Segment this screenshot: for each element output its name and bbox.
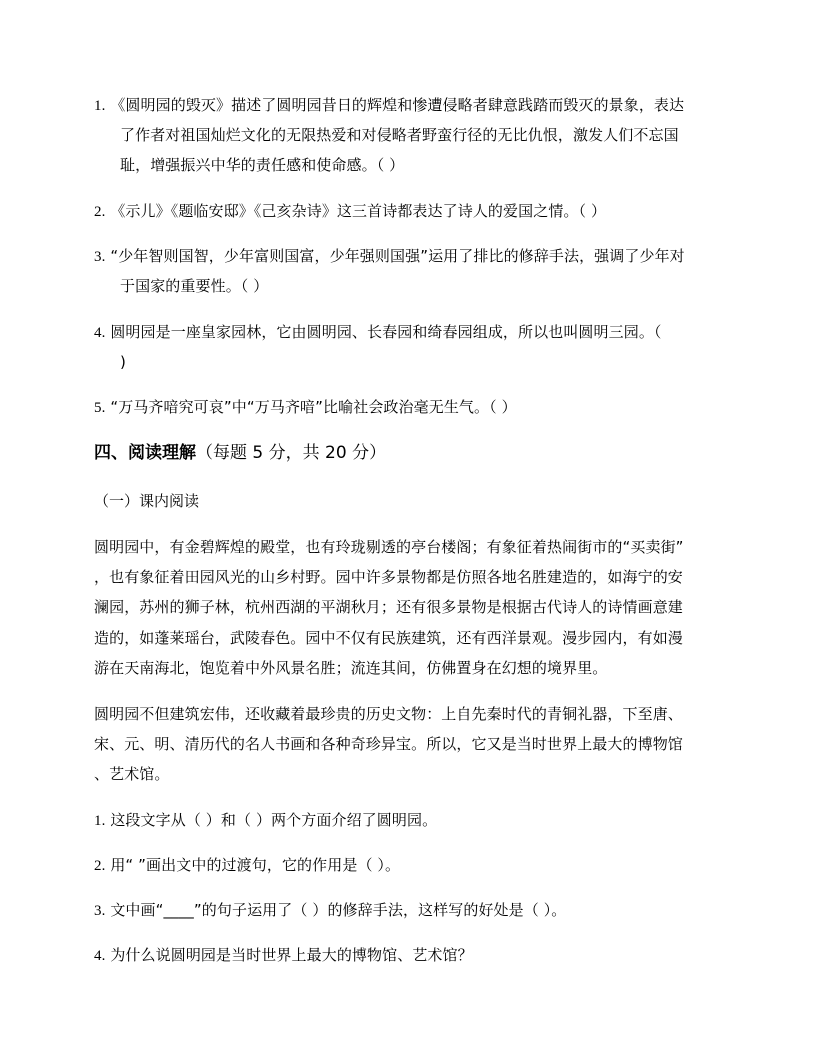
- item-number: 4.: [94, 325, 106, 341]
- question-number: 3.: [94, 903, 106, 919]
- item-text: 《示儿》《题临安邸》《己亥杂诗》这三首诗都表达了诗人的爱国之情。（ ）: [110, 202, 607, 220]
- passage-p2-line-1: 圆明园不但建筑宏伟，还收藏着最珍贵的历史文物：上自先秦时代的青铜礼器，下至唐、: [94, 705, 683, 723]
- question-text: 文中画“____”的句子运用了（ ）的修辞手法，这样写的好处是（ ）。: [110, 901, 567, 919]
- question-1: [94, 810, 437, 831]
- question-2: [94, 855, 400, 876]
- judgement-item-3-line-1: [94, 246, 685, 267]
- item-text: “少年智则国智，少年富则国富，少年强则国强”运用了排比的修辞手法，强调了少年对: [110, 247, 685, 265]
- question-number: 1.: [94, 813, 106, 829]
- judgement-item-3-line-2: 于国家的重要性。（ ）: [120, 277, 269, 295]
- question-number: 4.: [94, 948, 106, 964]
- passage-p1-line-2: ，也有象征着田园风光的山乡村野。园中许多景物都是仿照各地名胜建造的，如海宁的安: [94, 568, 683, 586]
- item-text: 《圆明园的毁灭》描述了圆明园昔日的辉煌和惨遭侵略者肆意践踏而毁灭的景象，表达: [110, 96, 685, 114]
- judgement-item-1-line-1: [94, 95, 684, 116]
- passage-p2-line-2: 宋、元、明、清历代的名人书画和各种奇珍异宝。所以，它又是当时世界上最大的博物馆: [94, 735, 683, 753]
- item-number: 1.: [94, 98, 106, 114]
- subsection-title: （一）课内阅读: [94, 492, 200, 510]
- passage-p1-line-1: 圆明园中，有金碧辉煌的殿堂，也有玲珑剔透的亭台楼阁；有象征着热闹街市的“买卖街”: [94, 538, 684, 556]
- question-text: 用“ ”画出文中的过渡句，它的作用是（ ）。: [110, 856, 401, 874]
- item-text: 圆明园是一座皇家园林，它由圆明园、长春园和绮春园组成，所以也叫圆明三园。（: [110, 323, 662, 341]
- question-4: [94, 945, 473, 966]
- judgement-item-1-line-3: 耻，增强振兴中华的责任感和使命感。（ ）: [120, 156, 405, 174]
- item-number: 3.: [94, 249, 106, 265]
- section-heading: [94, 442, 386, 464]
- judgement-item-2: [94, 201, 606, 222]
- judgement-item-1-line-2: 了作者对祖国灿烂文化的无限热爱和对侵略者野蛮行径的无比仇恨，激发人们不忘国: [120, 126, 679, 144]
- item-number: 5.: [94, 400, 106, 416]
- question-3: [94, 900, 566, 921]
- question-text: 为什么说圆明园是当时世界上最大的博物馆、艺术馆？: [110, 946, 473, 964]
- passage-p1-line-4: 造的，如蓬莱瑶台，武陵春色。园中不仅有民族建筑，还有西洋景观。漫步园内，有如漫: [94, 629, 683, 647]
- judgement-item-5: [94, 397, 517, 418]
- section-title: 四、阅读理解: [94, 443, 196, 463]
- passage-p1-line-3: 澜园，苏州的狮子林，杭州西湖的平湖秋月；还有很多景物是根据古代诗人的诗情画意建: [94, 598, 683, 616]
- section-score-note: （每题 5 分，共 20 分）: [196, 443, 387, 463]
- judgement-item-4-line-1: [94, 322, 662, 343]
- item-text: “万马齐喑究可哀”中“万马齐喑”比喻社会政治毫无生气。（ ）: [110, 398, 517, 416]
- question-text: 这段文字从（ ）和（ ）两个方面介绍了圆明园。: [110, 811, 438, 829]
- question-number: 2.: [94, 858, 106, 874]
- item-number: 2.: [94, 204, 106, 220]
- judgement-item-4-line-2: ): [120, 353, 126, 371]
- passage-p2-line-3: 、艺术馆。: [94, 765, 170, 783]
- passage-p1-line-5: 游在天南海北，饱览着中外风景名胜；流连其间，仿佛置身在幻想的境界里。: [94, 659, 608, 677]
